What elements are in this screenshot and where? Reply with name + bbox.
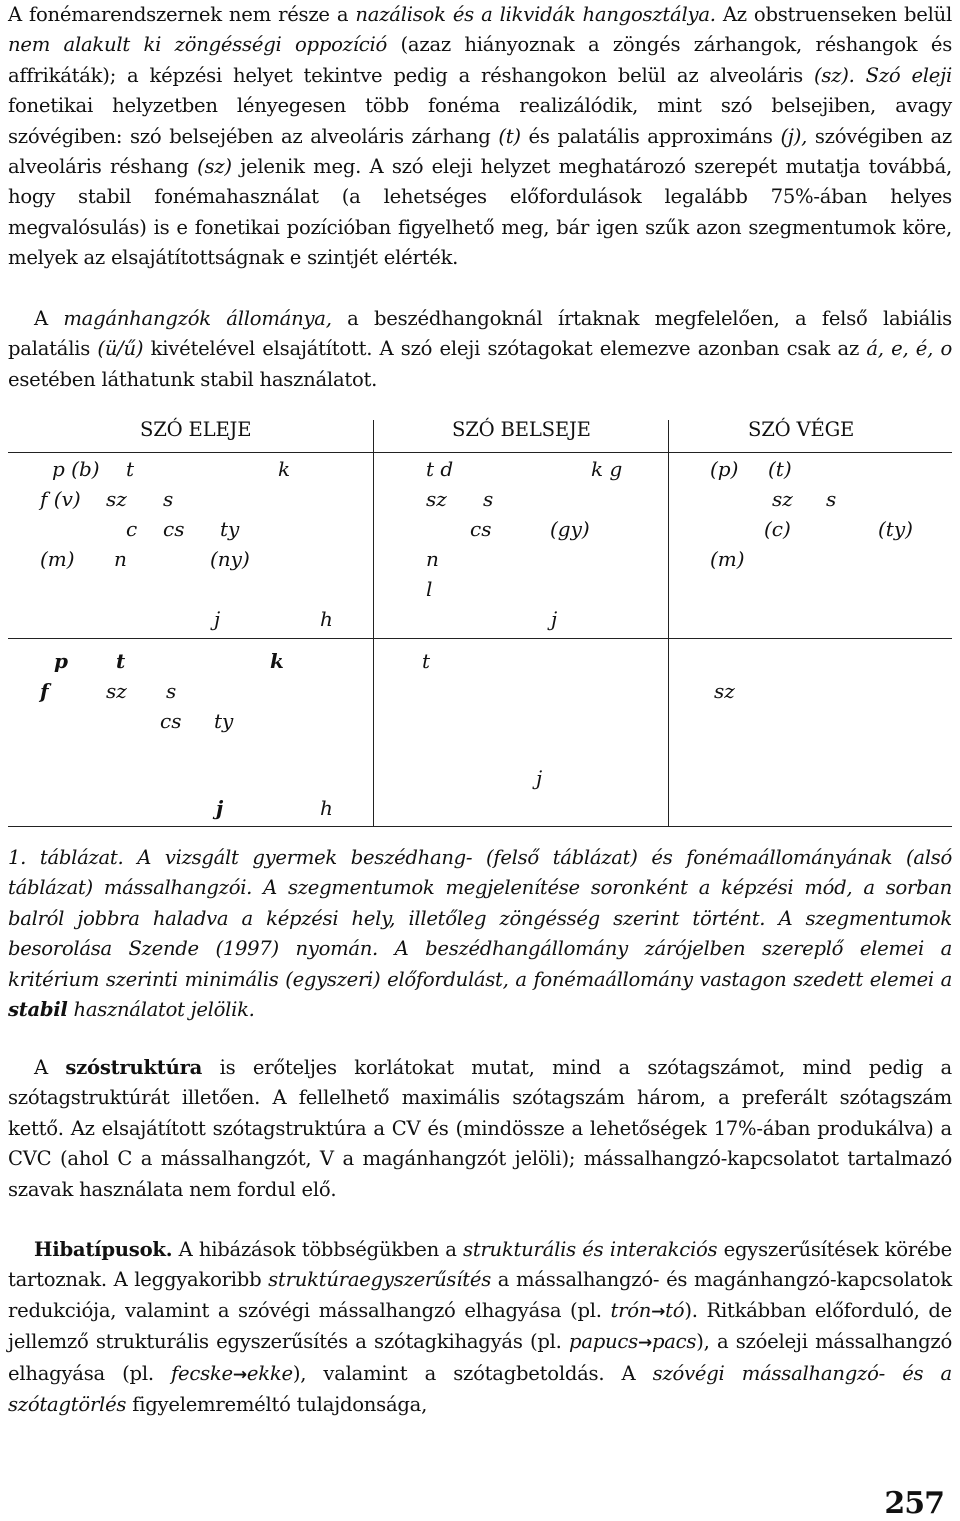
upper-table-cell: sz bbox=[106, 487, 127, 511]
text-run: is erőteljes korlátokat mutat, mind a szótagszámot, mind pedig a szótagstruktúrát illetően. A fellelhető maximális szótagszám három, a preferált szótagszám kettő. Az elsajátított szótagstruktúra a CV és (mindössze a lehetőségek 17%-ában produkálva) a CVC (ahol C a mássalhangzót, V a magánhangzót jelöli); mássalhangzó-kapcsolatot tartalmazó szavak használata nem fordul elő. bbox=[8, 1056, 952, 1201]
lower-table-cell: t bbox=[116, 649, 126, 673]
text-run: ekke bbox=[246, 1361, 293, 1385]
upper-table-cell: cs bbox=[470, 517, 492, 541]
upper-table-cell: (m) bbox=[40, 547, 75, 571]
text-run: A bbox=[34, 307, 64, 330]
consonant-table bbox=[8, 414, 952, 827]
text-run: struktúraegyszerűsítés bbox=[268, 1268, 492, 1292]
text-run: A fonémarendszernek nem része a bbox=[8, 3, 356, 26]
text-run: figyelemreméltó tulajdonsága, bbox=[126, 1393, 428, 1417]
upper-table-cell: l bbox=[426, 577, 433, 601]
table-caption bbox=[8, 843, 952, 1025]
upper-table-cell: (ny) bbox=[210, 547, 250, 571]
text-run: magánhangzók állománya, bbox=[63, 307, 332, 330]
text-run: esetében láthatunk stabil használatot. bbox=[8, 367, 378, 391]
text-run: ), valamint a szótagbetoldás. A bbox=[292, 1361, 653, 1385]
text-run: 1. táblázat. A vizsgált gyermek beszédhang- (felső táblázat) és fonémaállományának (alsó táblázat) mássalhangzói. A szegmentumok megjelenítése soronként a képzési mód, a sorban balról jobbra haladva a képzési hely, illetőleg zöngésség szerint történt. A szegmentumok besorolása Szende (1997) nyomán. A beszédhangállomány zárójelben szereplő elemei a kritérium szerinti minimális (egyszeri) előfordulást, a fonémaállomány vastagon szedett elemei a bbox=[8, 846, 952, 991]
upper-table-cell: s bbox=[826, 487, 837, 511]
upper-table-cell: sz bbox=[426, 487, 447, 511]
text-run: egyszerűsítések körébe tartoznak. A leggyakoribb bbox=[8, 1238, 952, 1292]
arrow-icon: → bbox=[651, 1301, 666, 1322]
upper-table-cell: (gy) bbox=[550, 517, 590, 541]
column-divider-1 bbox=[373, 420, 374, 827]
text-run: szóvégiben az alveoláris réshang bbox=[8, 124, 952, 179]
upper-table-cell: k g bbox=[591, 457, 623, 481]
upper-table-cell: sz bbox=[772, 487, 793, 511]
header-szo-eleje: SZÓ ELEJE bbox=[140, 418, 252, 441]
lower-table-cell: f bbox=[40, 679, 49, 703]
text-run: (sz). bbox=[813, 63, 855, 87]
text-run: trón bbox=[610, 1298, 652, 1322]
arrow-icon: → bbox=[232, 1364, 247, 1385]
lower-table-cell: h bbox=[320, 796, 333, 820]
upper-table-cell: j bbox=[214, 607, 221, 631]
text-run: ), a szóeleji mássalhangzó elhagyása (pl. bbox=[8, 1330, 952, 1385]
lower-table-cell: j bbox=[216, 796, 224, 820]
upper-table-cell: t d bbox=[426, 457, 454, 481]
header-szo-belseje: SZÓ BELSEJE bbox=[452, 418, 591, 441]
text-run: ). Ritkábban előforduló, de jellemző strukturális egyszerűsítés a szótagkihagyás (pl. bbox=[8, 1298, 953, 1354]
upper-table-cell: (c) bbox=[764, 517, 791, 541]
upper-table-cell: j bbox=[551, 607, 558, 631]
text-run: A bbox=[34, 1056, 66, 1079]
text-run: (j), bbox=[780, 124, 808, 148]
text-run: A hibázások többségükben a bbox=[172, 1238, 464, 1261]
lower-table-cell: cs bbox=[160, 709, 182, 733]
structure-paragraph bbox=[8, 1053, 952, 1205]
text-run: á, e, é, o bbox=[866, 337, 953, 361]
upper-table-cell: s bbox=[483, 487, 494, 511]
text-run: (t) bbox=[498, 124, 521, 148]
header-szo-vege: SZÓ VÉGE bbox=[748, 418, 855, 441]
text-run: a beszédhangoknál írtaknak megfelelően, a felső labiális palatális bbox=[8, 307, 952, 361]
error-types-paragraph bbox=[8, 1235, 952, 1420]
text-run: pacs bbox=[651, 1330, 697, 1354]
lower-table-cell: t bbox=[422, 649, 431, 673]
text-run: nem alakult ki zöngésségi oppozíció bbox=[8, 33, 388, 57]
header-rule bbox=[8, 452, 952, 453]
upper-table-cell: (t) bbox=[768, 457, 792, 481]
lower-table-cell: k bbox=[270, 649, 284, 673]
upper-table-cell: h bbox=[320, 607, 333, 631]
text-run: (azaz hiányoznak a zöngés zárhangok, réshangok és affrikáták); a képzési helyet tekintve pedig a réshangokon belül az alveoláris bbox=[8, 33, 952, 87]
upper-table-cell: c bbox=[126, 517, 138, 541]
lower-table-cell: s bbox=[166, 679, 177, 703]
text-run: szóvégi mássalhangzó- és a szótagtörlés bbox=[8, 1361, 952, 1417]
lower-table-cell: sz bbox=[714, 679, 735, 703]
column-divider-2 bbox=[668, 420, 669, 827]
text-run: szóstruktúra bbox=[65, 1056, 203, 1079]
upper-table-cell: f (v) bbox=[40, 487, 81, 511]
upper-table-cell: n bbox=[426, 547, 439, 571]
text-run: kivételével elsajátított. A szó eleji szótagokat elemezve azonban csak az bbox=[143, 337, 867, 361]
text-run: Az obstruenseken belül bbox=[715, 3, 953, 26]
text-run: jelenik meg. A szó eleji helyzet meghatározó szerepét mutatja továbbá, hogy stabil fonémahasználat (a lehetséges előfordulások legalább 75%-ában helyes megvalósulás) is e fonetikai pozícióban figyelhető meg, bár igen szűk azon szegmentumok köre, melyek az elsajátítottságnak e szintjét elérték. bbox=[8, 155, 952, 270]
upper-table-cell: (ty) bbox=[878, 517, 913, 541]
text-run: (sz) bbox=[197, 155, 232, 179]
text-run: fecske bbox=[171, 1361, 233, 1385]
text-run: Szó eleji bbox=[865, 63, 952, 87]
upper-table-cell: n bbox=[114, 547, 127, 571]
lower-table-cell: p bbox=[54, 649, 68, 673]
upper-table-cell: (m) bbox=[710, 547, 745, 571]
section-rule bbox=[8, 638, 952, 639]
intro-paragraph bbox=[8, 0, 952, 274]
upper-table-cell: cs bbox=[163, 517, 185, 541]
text-run: papucs bbox=[569, 1330, 638, 1354]
upper-table-cell: s bbox=[163, 487, 174, 511]
upper-table-cell: (p) bbox=[710, 457, 739, 481]
text-run bbox=[855, 64, 866, 87]
text-run: a mássalhangzó- és magánhangzó-kapcsolatok redukciója, valamint a szóvégi mássalhangzó elhagyása (pl. bbox=[8, 1268, 952, 1322]
table-bottom-rule bbox=[8, 826, 952, 827]
upper-table-cell: p (b) bbox=[52, 457, 100, 481]
text-run: használatot jelölik. bbox=[67, 998, 255, 1022]
lower-table-cell: j bbox=[536, 766, 543, 790]
upper-table-cell: ty bbox=[220, 517, 240, 541]
text-run: strukturális és interakciós bbox=[463, 1238, 718, 1261]
arrow-icon: → bbox=[637, 1333, 652, 1354]
text-run: Hibatípusok. bbox=[34, 1238, 173, 1261]
upper-table-cell: t bbox=[126, 457, 135, 481]
text-run: stabil bbox=[8, 998, 68, 1022]
text-run: és palatális approximáns bbox=[520, 124, 781, 148]
text-run: tó bbox=[665, 1298, 685, 1322]
lower-table-cell: sz bbox=[106, 679, 127, 703]
text-run: fonetikai helyzetben lényegesen több fonéma realizálódik, mint szó belsejiben, avagy szóvégiben: szó belsejében az alveoláris zárhang bbox=[8, 94, 952, 148]
text-run: (ü/ű) bbox=[97, 337, 144, 361]
vowels-paragraph bbox=[8, 304, 952, 395]
lower-table-cell: ty bbox=[214, 709, 234, 733]
upper-table-cell: k bbox=[278, 457, 291, 481]
text-run: nazálisok és a likvidák hangosztálya. bbox=[355, 3, 716, 26]
page-number: 257 bbox=[884, 1486, 944, 1521]
